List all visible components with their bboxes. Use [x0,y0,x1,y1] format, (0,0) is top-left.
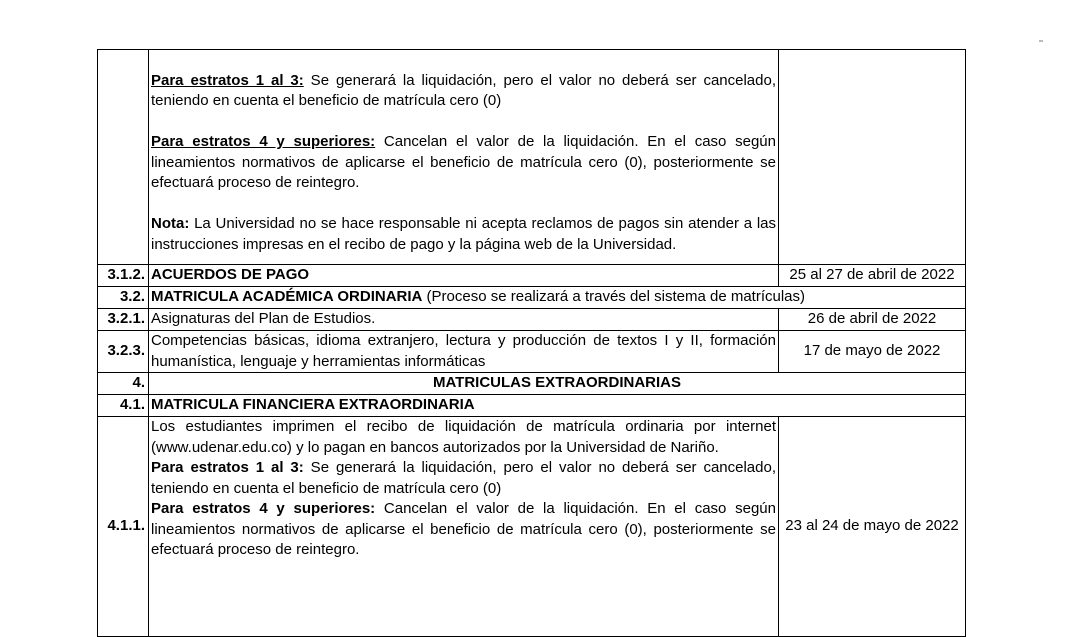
number-cell: 4. [98,373,149,395]
table-row [98,287,966,309]
date-cell: 25 al 27 de abril de 2022 [779,265,966,287]
number-cell: 3.2.1. [98,309,149,331]
paragraph: Para estratos 1 al 3: Se generará la liquidación, pero el valor no deberá ser cancelado, teniendo en cuenta el beneficio de matrícula cero (0) [151,71,777,109]
description-cell: Competencias básicas, idioma extranjero, lectura y producción de textos I y II, formación humanística, lenguaje y herramientas informáticas [149,331,779,373]
paragraph: Nota: La Universidad no se hace responsable ni acepta reclamos de pagos sin atender a las instrucciones impresas en el recibo de pago y la página web de la Universidad. [151,215,776,253]
table-row [98,309,966,331]
date-cell: 23 al 24 de mayo de 2022 [779,417,966,637]
number-cell: 3.1.2. [98,265,149,287]
date-cell: 17 de mayo de 2022 [779,331,966,373]
number-cell: 4.1.1. [98,417,149,637]
table-row [98,395,966,417]
description-cell: MATRICULAS EXTRAORDINARIAS [149,373,966,395]
table-row [98,331,966,373]
description-cell: Asignaturas del Plan de Estudios. [149,309,779,331]
paragraph: Los estudiantes imprimen el recibo de liquidación de matrícula ordinaria por internet (www.udenar.edu.co) y lo pagan en bancos autorizados por la Universidad de Nariño. [151,418,776,456]
date-cell: 26 de abril de 2022 [779,309,966,331]
number-cell: 3.2.3. [98,331,149,373]
table-row [98,265,966,287]
date-cell [779,50,966,265]
table-row [98,373,966,395]
paragraph: Para estratos 4 y superiores: Cancelan el valor de la liquidación. En el caso según lineamientos normativos de aplicarse el beneficio de matrícula cero (0), posteriormente se efectuará proceso de reintegro. [151,500,776,558]
number-cell: 4.1. [98,395,149,417]
description-cell: MATRICULA ACADÉMICA ORDINARIA (Proceso se realizará a través del sistema de matrículas) [149,287,966,309]
paragraph: Para estratos 4 y superiores: Cancelan el valor de la liquidación. En el caso según lineamientos normativos de aplicarse el beneficio de matrícula cero (0), posteriormente se efectuará proceso de reintegro. [151,133,776,191]
number-cell [98,50,149,265]
number-cell: 3.2. [98,287,149,309]
schedule-table [97,49,966,637]
page-edge-mark [1039,40,1043,42]
table-row [98,417,966,637]
description-cell [149,417,779,637]
description-cell: MATRICULA FINANCIERA EXTRAORDINARIA [149,395,966,417]
paragraph: Para estratos 1 al 3: Se generará la liquidación, pero el valor no deberá ser cancelado, teniendo en cuenta el beneficio de matrícula cero (0) [151,459,777,497]
description-cell: ACUERDOS DE PAGO [149,265,779,287]
description-cell [149,50,779,265]
table-row [98,50,966,265]
